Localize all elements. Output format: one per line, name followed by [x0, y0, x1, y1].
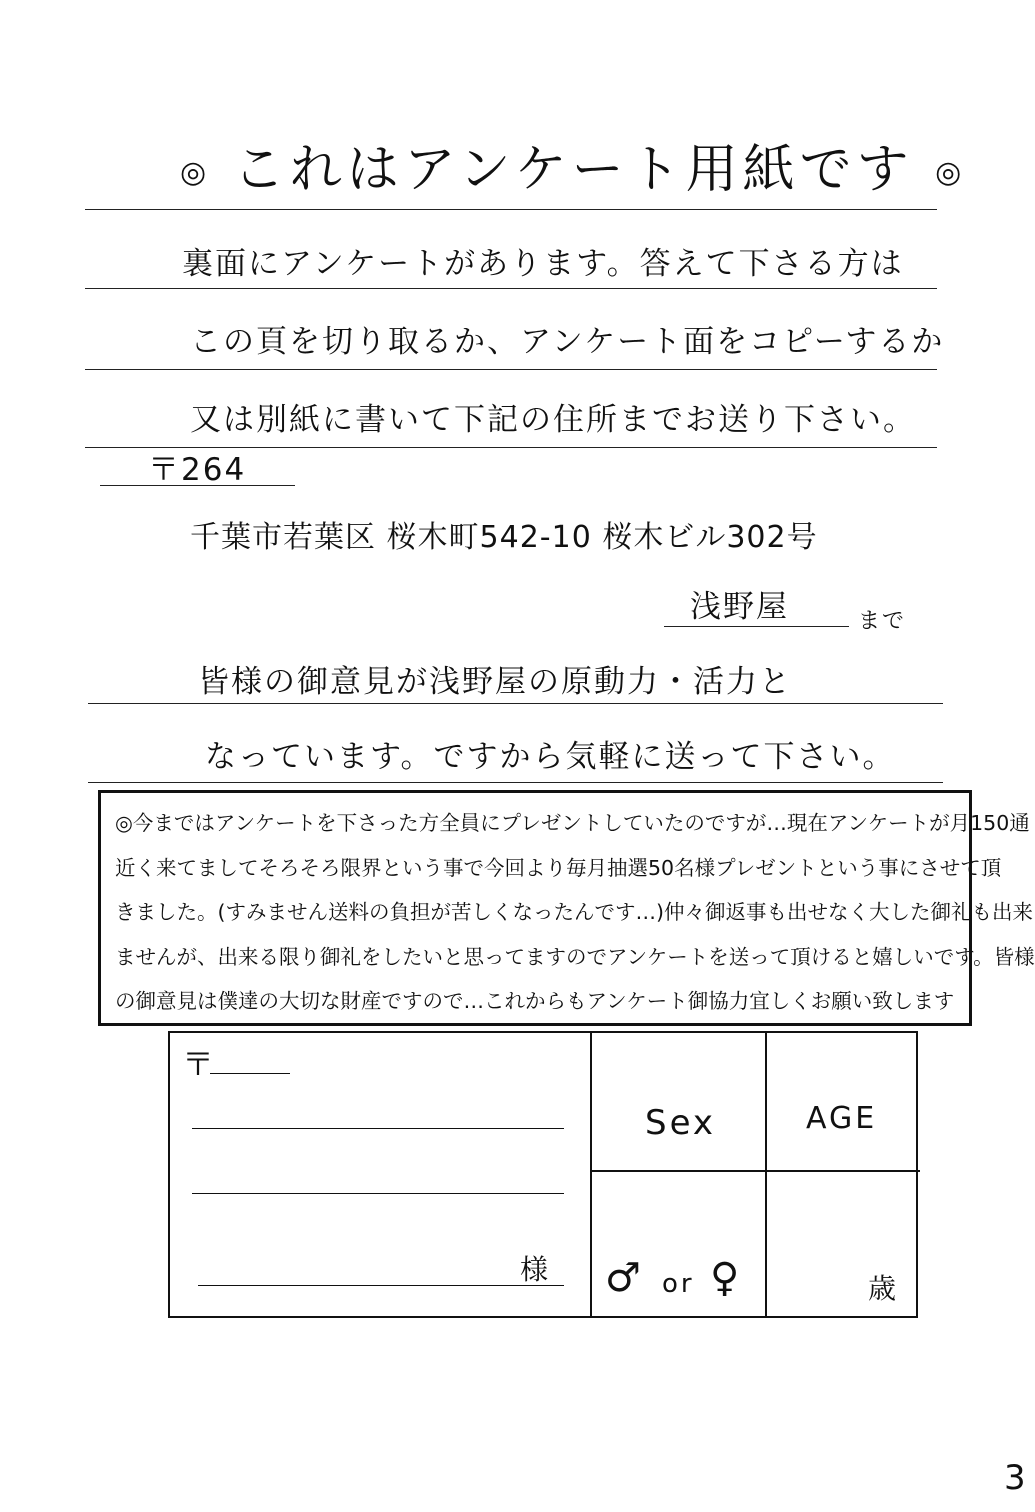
street-address: 千葉市若葉区 桜木町542-10 桜木ビル302号 [190, 520, 818, 555]
postal-underline [100, 485, 295, 486]
intro-line-1: 裏面にアンケートがあります。答えて下さる方は [182, 246, 904, 282]
address-field-line-2[interactable] [192, 1193, 564, 1194]
title-mark-left: ◎ [180, 155, 212, 190]
sex-header: Sex [645, 1103, 717, 1143]
name-field-line[interactable] [198, 1285, 564, 1286]
postal-code: 〒264 [148, 452, 247, 488]
intro-line-3: 又は別紙に書いて下記の住所までお送り下さい。 [190, 402, 916, 438]
notice-line-5: の御意見は僕達の大切な財産ですので…これからもアンケート御協力宜しくお願い致します [115, 989, 955, 1013]
recipient-underline [664, 626, 849, 627]
age-header: AGE [806, 1101, 878, 1136]
ruled-line [88, 703, 943, 704]
name-suffix: 様 [520, 1253, 552, 1286]
form-header-divider [590, 1170, 920, 1172]
notice-line-2: 近く来てましてそろそろ限界という事で今回より毎月抽選50名様プレゼントという事にさせて頂 [115, 855, 1002, 880]
title-underline [85, 209, 937, 210]
recipient-suffix: まで [858, 609, 907, 634]
ruled-line [88, 782, 943, 783]
page-number: 3 [1004, 1458, 1026, 1498]
reply-form [168, 1031, 918, 1318]
ruled-line [85, 369, 937, 370]
title-text: これはアンケート用紙です [232, 140, 914, 200]
notice-line-4: ませんが、出来る限り御礼をしたいと思ってますのでアンケートを送って頂けると嬉しいです。皆様 [115, 944, 1035, 969]
closing-line-2: なっています。ですから気軽に送って下さい。 [205, 739, 896, 775]
ruled-line [85, 288, 937, 289]
form-postal-mark: 〒 [182, 1045, 218, 1083]
recipient-name: 浅野屋 [690, 589, 789, 625]
postal-field-line[interactable] [210, 1073, 290, 1074]
male-symbol[interactable]: ♂ [605, 1255, 644, 1301]
notice-line-1: ◎今まではアンケートを下さった方全員にプレゼントしていたのですが…現在アンケートが月150通 [115, 811, 1030, 835]
notice-line-3: きました。(すみません送料の負担が苦しくなったんです…)仲々御返事も出せなく大した御礼も出来 [115, 900, 1033, 924]
closing-line-1: 皆様の御意見が浅野屋の原動力・活力と [198, 664, 792, 700]
or-text: or [662, 1269, 695, 1299]
form-divider-1 [590, 1033, 592, 1316]
intro-line-2: この頁を切り取るか、アンケート面をコピーするか [190, 324, 945, 360]
age-suffix: 歳 [868, 1272, 900, 1305]
page-title [180, 130, 967, 210]
address-field-line-1[interactable] [192, 1128, 564, 1129]
female-symbol[interactable]: ♀ [710, 1255, 743, 1301]
title-mark-right: ◎ [935, 155, 967, 190]
notice-box [98, 790, 1035, 1026]
form-divider-2 [765, 1033, 767, 1316]
